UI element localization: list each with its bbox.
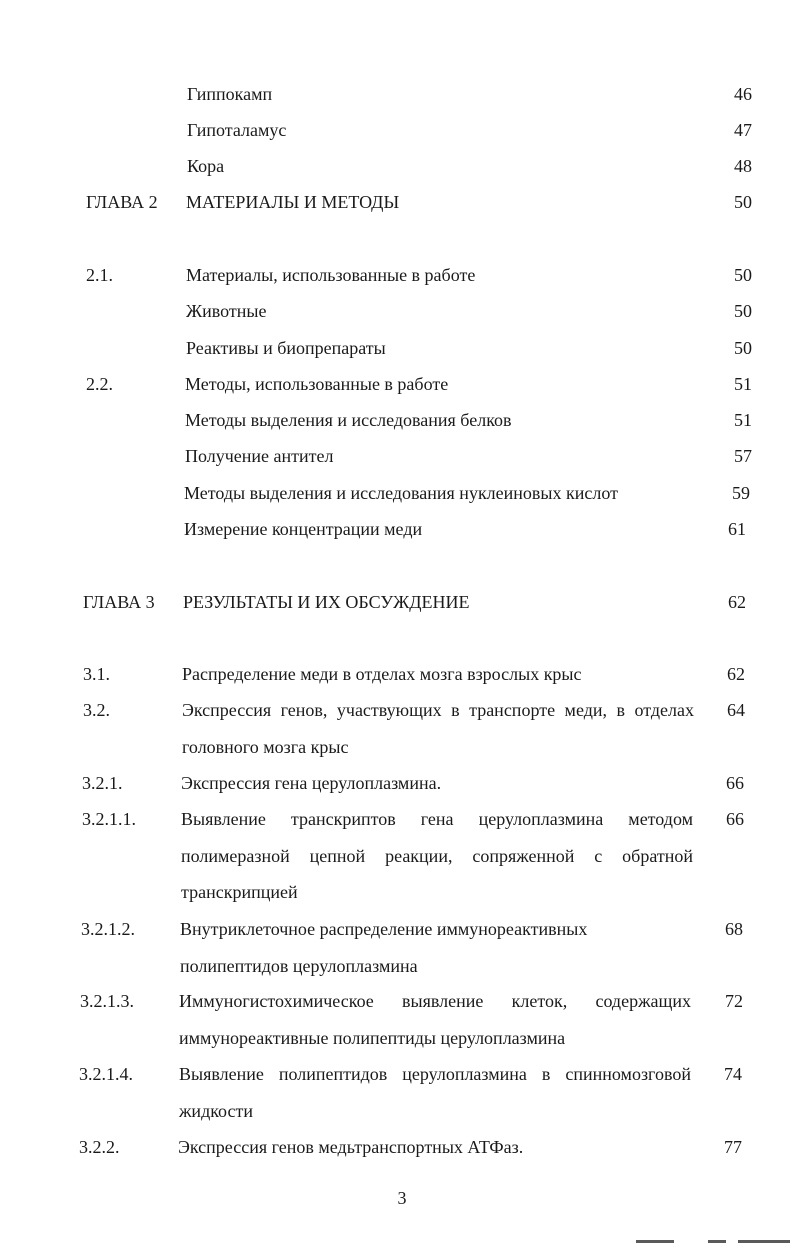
toc-entry <box>0 366 793 402</box>
toc-entry-page: 68 <box>725 919 743 939</box>
toc-entry-title: Методы выделения и исследования белков <box>185 410 512 430</box>
toc-entry-number: 3.2. <box>83 700 110 720</box>
toc-entry-title: Измерение концентрации меди <box>184 519 423 539</box>
toc-entry-page: 61 <box>728 519 746 539</box>
toc-entry <box>0 475 793 511</box>
toc-entry <box>0 330 793 366</box>
toc-entry-page: 77 <box>724 1137 742 1157</box>
toc-entry-page: 59 <box>732 483 750 503</box>
toc-chapter-number: ГЛАВА 3 <box>83 592 155 612</box>
toc-entry-page: 50 <box>734 192 752 212</box>
toc-entry-number: 3.2.1.4. <box>79 1064 133 1084</box>
toc-entry-number: 3.1. <box>83 664 110 684</box>
toc-entry-page: 72 <box>725 991 743 1011</box>
toc-entry-page: 64 <box>727 700 745 720</box>
toc-entry-number: 3.2.1.1. <box>82 809 136 829</box>
toc-entry-title: Получение антител <box>185 446 334 466</box>
toc-entry <box>0 402 793 438</box>
toc-entry-title: Экспрессия генов медьтранспортных АТФаз. <box>178 1137 524 1157</box>
toc-entry-page: 66 <box>726 773 744 793</box>
toc-entry-page: 50 <box>734 338 752 358</box>
toc-chapter-title: РЕЗУЛЬТАТЫ И ИХ ОБСУЖДЕНИЕ <box>183 592 470 612</box>
toc-entry-page: 48 <box>734 156 752 176</box>
toc-entry-title: Распределение меди в отделах мозга взрослых крыс <box>182 664 582 684</box>
toc-entry-page: 66 <box>726 809 744 829</box>
toc-entry-title: Гиппокамп <box>187 84 273 104</box>
scan-artifact <box>708 1240 726 1243</box>
toc-entry-number: 2.1. <box>86 265 113 285</box>
toc-entry-page: 46 <box>734 84 752 104</box>
toc-entry-number: 2.2. <box>86 374 113 394</box>
toc-entry <box>0 76 793 112</box>
toc-entry-title: Выявление транскриптов гена церулоплазмина методом полимеразной цепной реакции, сопряженной с обратной транскрипцией <box>181 809 693 902</box>
toc-entry-page: 50 <box>734 301 752 321</box>
toc-entry-page: 51 <box>734 374 752 394</box>
toc-entry <box>0 911 793 976</box>
scan-artifact <box>636 1240 674 1243</box>
toc-entry-title: Кора <box>187 156 225 176</box>
scan-artifact <box>738 1240 790 1243</box>
toc-entry-title: Реактивы и биопрепараты <box>186 338 386 358</box>
toc-entry-page: 51 <box>734 410 752 430</box>
toc-entry-title: Гипоталамус <box>187 120 287 140</box>
toc-entry-title: Животные <box>186 301 267 321</box>
toc-entry <box>0 765 793 801</box>
toc-entry-title: Выявление полипептидов церулоплазмина в спинномозговой жидкости <box>179 1064 691 1121</box>
toc-entry-title: Методы, использованные в работе <box>185 374 449 394</box>
toc-entry-title: Материалы, использованные в работе <box>186 265 476 285</box>
toc-entry <box>0 257 793 293</box>
toc-entry <box>0 983 793 1048</box>
toc-entry <box>0 438 793 474</box>
toc-entry <box>0 293 793 329</box>
toc-entry-number: 3.2.2. <box>79 1137 120 1157</box>
page-number: 3 <box>397 1188 407 1208</box>
toc-entry-page: 57 <box>734 446 752 466</box>
toc-chapter-entry <box>0 584 793 620</box>
toc-entry <box>0 148 793 184</box>
toc-entry-title: Внутриклеточное распределение иммунореактивных полипептидов церулоплазмина <box>180 919 588 976</box>
toc-entry-number: 3.2.1.3. <box>80 991 134 1011</box>
toc-entry-title: Экспрессия генов, участвующих в транспорте меди, в отделах головного мозга крыс <box>182 700 694 757</box>
toc-entry-page: 47 <box>734 120 752 140</box>
toc-entry-title: Методы выделения и исследования нуклеиновых кислот <box>184 483 618 503</box>
toc-entry-title: Иммуногистохимическое выявление клеток, содержащих иммунореактивные полипептиды церулоплазмина <box>179 991 691 1048</box>
toc-entry-page: 62 <box>728 592 746 612</box>
toc-entry-title: Экспрессия гена церулоплазмина. <box>181 773 442 793</box>
toc-entry <box>0 656 793 692</box>
toc-entry <box>0 692 793 757</box>
toc-chapter-entry <box>0 184 793 220</box>
toc-entry <box>0 112 793 148</box>
toc-entry-page: 50 <box>734 265 752 285</box>
toc-entry <box>0 1129 793 1165</box>
toc-entry <box>0 801 793 902</box>
toc-entry-page: 62 <box>727 664 745 684</box>
toc-entry-number: 3.2.1. <box>82 773 123 793</box>
toc-entry-number: 3.2.1.2. <box>81 919 135 939</box>
toc-entry-page: 74 <box>724 1064 742 1084</box>
toc-chapter-title: МАТЕРИАЛЫ И МЕТОДЫ <box>186 192 400 212</box>
toc-entry <box>0 1056 793 1121</box>
toc-chapter-number: ГЛАВА 2 <box>86 192 158 212</box>
toc-entry <box>0 511 793 547</box>
